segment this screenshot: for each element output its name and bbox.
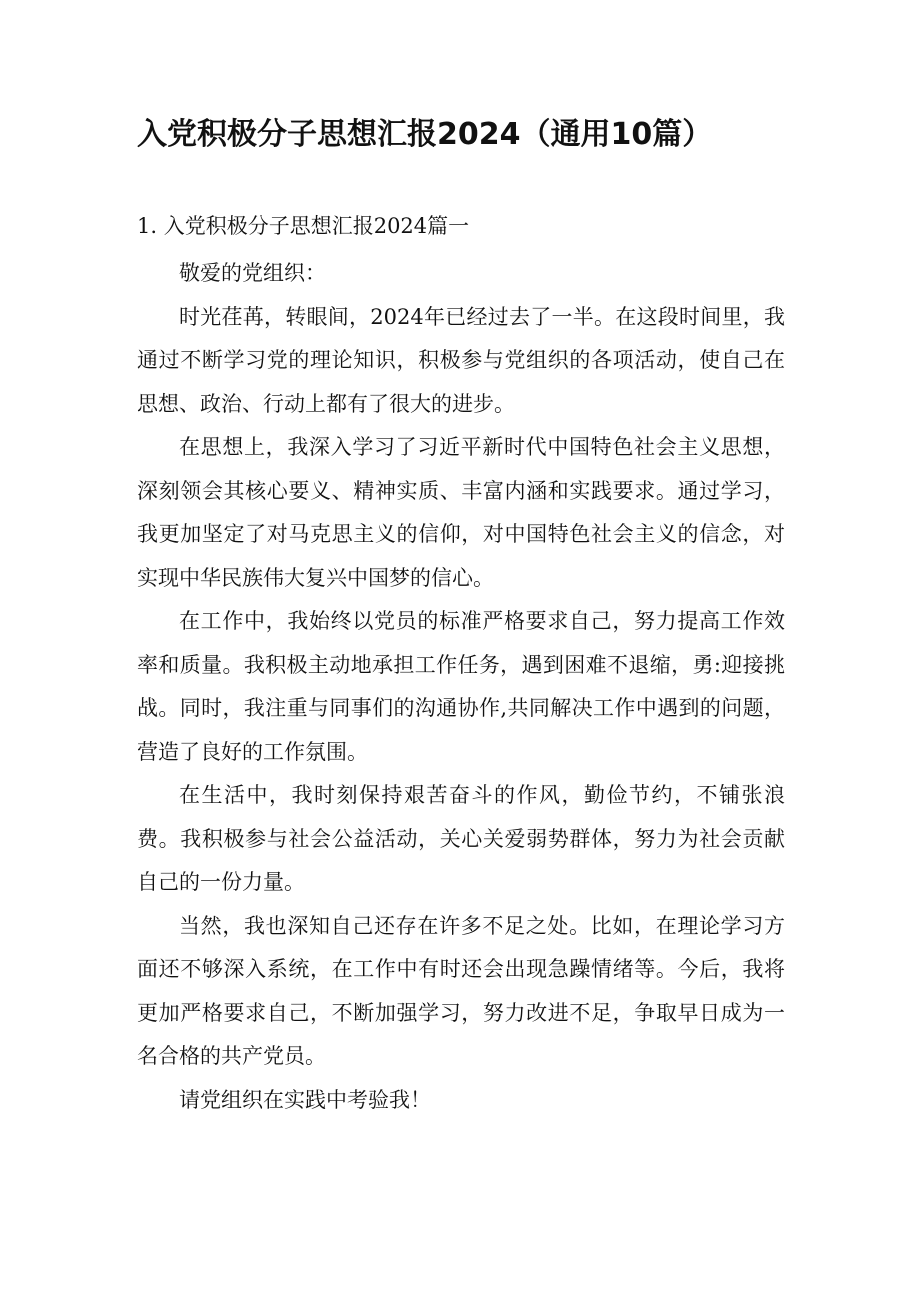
salutation: 敬爱的党组织： (179, 261, 326, 285)
document-body (137, 252, 785, 1122)
paragraph-5: 当然，我也深知自己还存在许多不足之处。比如，在理论学习方面还不够深入系统，在工作中有时还会出现急躁情绪等。今后，我将更加严格要求自己，不断加强学习，努力改进不足，争取早日成为一名合格的共产党员。 (137, 913, 785, 1068)
closing-line: 请党组织在实践中考验我！ (179, 1087, 431, 1112)
paragraph-4: 在生活中，我时刻保持艰苦奋斗的作风，勤俭节约，不铺张浪费。我积极参与社会公益活动，关心关爱弱势群体，努力为社会贡献自己的一份力量。 (137, 783, 785, 894)
paragraph-2: 在思想上，我深入学习了习近平新时代中国特色社会主义思想，深刻领会其核心要义、精神实质、丰富内涵和实践要求。通过学习，我更加坚定了对马克思主义的信仰，对中国特色社会主义的信念，对实现中华民族伟大复兴中国梦的信心。 (137, 435, 785, 590)
section-heading: 1. 入党积极分子思想汇报2024篇一 (137, 214, 470, 238)
paragraph-3: 在工作中，我始终以党员的标准严格要求自己，努力提高工作效率和质量。我积极主动地承担工作任务，遇到困难不退缩，勇:迎接挑战。同时，我注重与同事们的沟通协作,共同解决工作中遇到的问题，营造了良好的工作氛围。 (137, 609, 785, 764)
paragraph-1: 时光荏苒，转眼间，2024年已经过去了一半。在这段时间里，我通过不断学习党的理论知识，积极参与党组织的各项活动，使自己在思想、政治、行动上都有了很大的进步。 (137, 304, 785, 416)
document-title: 入党积极分子思想汇报2024（通用10篇） (137, 117, 713, 152)
